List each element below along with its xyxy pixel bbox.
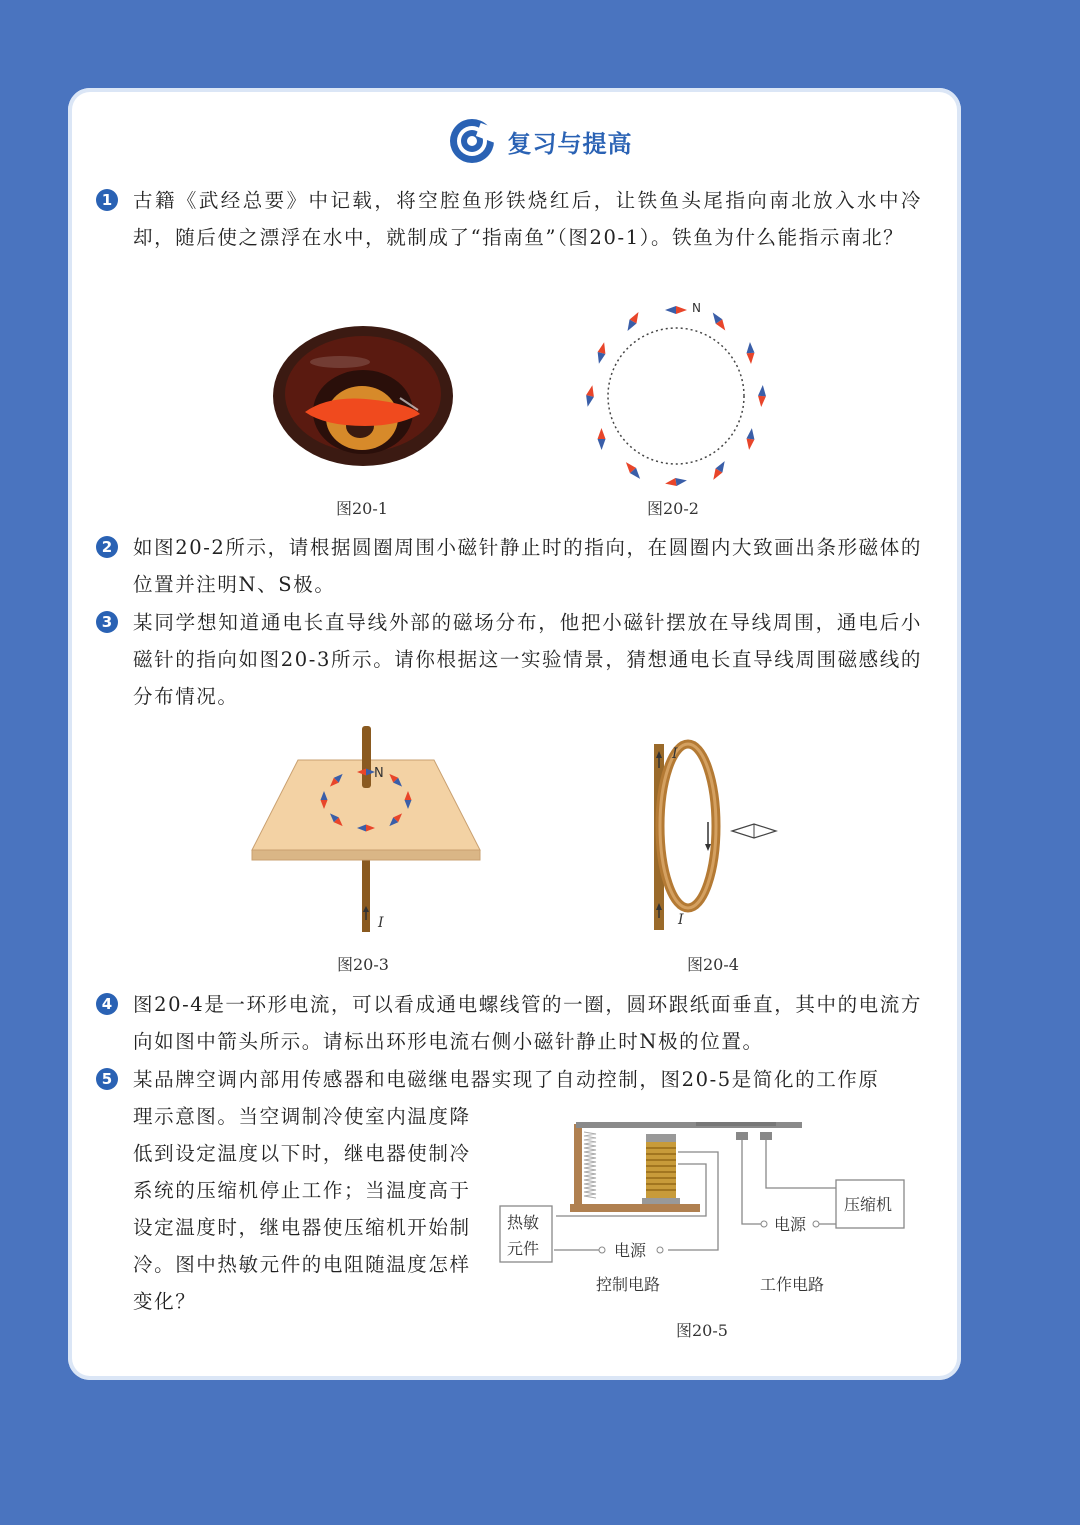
compass-needle bbox=[665, 306, 687, 314]
question-3 bbox=[96, 604, 922, 715]
question-text: 古籍《武经总要》中记载，将空腔鱼形铁烧红后，让铁鱼头尾指向南北放入水中冷却，随后使之漂浮在水中，就制成了“指南鱼”（图20-1）。铁鱼为什么能指示南北？ bbox=[133, 189, 922, 249]
current-label: I bbox=[378, 915, 384, 931]
compass-needle bbox=[597, 428, 605, 450]
figure-20-2-caption: 图20-2 bbox=[647, 499, 699, 518]
question-text: 图20-4是一环形电流，可以看成通电螺线管的一圈，圆环跟纸面垂直，其中的电流方向如图中箭头所示。请标出环形电流右侧小磁针静止时N极的位置。 bbox=[133, 993, 922, 1053]
target-icon bbox=[448, 117, 496, 165]
compass-needle bbox=[710, 459, 728, 482]
compressor-label: 压缩机 bbox=[844, 1195, 893, 1214]
question-number: 5 bbox=[96, 1068, 118, 1090]
question-number: 3 bbox=[96, 611, 118, 633]
current-label-top: I bbox=[672, 746, 678, 762]
question-4 bbox=[96, 986, 922, 1060]
sensor-label-line1: 热敏 bbox=[507, 1213, 540, 1232]
compass-needle bbox=[746, 342, 755, 364]
sensor-label-line2: 元件 bbox=[507, 1239, 540, 1258]
figure-20-4-caption: 图20-4 bbox=[687, 955, 739, 974]
compass-needle bbox=[757, 385, 767, 408]
compass-needle bbox=[624, 310, 642, 333]
compass-needle bbox=[595, 341, 608, 364]
compass-needle bbox=[709, 310, 728, 333]
question-5 bbox=[96, 1061, 922, 1098]
compass-needle bbox=[745, 428, 756, 451]
figure-20-4-ring-current bbox=[640, 738, 785, 934]
work-circuit-label: 工作电路 bbox=[760, 1275, 825, 1294]
question-text: 某品牌空调内部用传感器和电磁继电器实现了自动控制，图20-5是简化的工作原 bbox=[133, 1068, 880, 1091]
figure-20-5-caption: 图20-5 bbox=[676, 1321, 728, 1340]
question-5-continued: 理示意图。当空调制冷使室内温度降低到设定温度以下时，继电器使制冷系统的压缩机停止工作；当温度高于设定温度时，继电器使压缩机开始制冷。图中热敏元件的电阻随温度怎样变化？ bbox=[133, 1105, 471, 1313]
n-pole-label: N bbox=[692, 301, 701, 315]
figure-20-1-compass-fish bbox=[270, 322, 456, 470]
question-text: 如图20-2所示，请根据圆圈周围小磁针静止时的指向，在圆圈内大致画出条形磁体的位置并注明N、S极。 bbox=[133, 536, 922, 596]
question-number: 4 bbox=[96, 993, 118, 1015]
compass-needle bbox=[665, 476, 688, 486]
figure-20-2-compass-ring bbox=[580, 298, 772, 486]
figure-20-3-caption: 图20-3 bbox=[337, 955, 389, 974]
figure-20-3-wire-board bbox=[248, 722, 484, 934]
question-text: 某同学想知道通电长直导线外部的磁场分布，他把小磁针摆放在导线周围，通电后小磁针的指向如图20-3所示。请你根据这一实验情景，猜想通电长直导线周围磁感线的分布情况。 bbox=[133, 611, 922, 708]
figure-20-1-caption: 图20-1 bbox=[336, 499, 388, 518]
question-number: 2 bbox=[96, 536, 118, 558]
control-circuit-label: 控制电路 bbox=[596, 1275, 661, 1294]
compass-needle bbox=[623, 460, 643, 482]
compass-needle bbox=[584, 384, 597, 407]
control-power-label: 电源 bbox=[614, 1241, 647, 1260]
n-pole-label: N bbox=[374, 766, 384, 781]
current-label-bottom: I bbox=[678, 912, 684, 928]
question-number: 1 bbox=[96, 189, 118, 211]
section-header bbox=[0, 118, 1080, 164]
question-1 bbox=[96, 182, 922, 256]
section-title: 复习与提高 bbox=[507, 129, 633, 158]
work-power-label: 电源 bbox=[774, 1215, 807, 1234]
question-2 bbox=[96, 529, 922, 603]
figure-20-5-relay-circuit bbox=[496, 1118, 920, 1298]
